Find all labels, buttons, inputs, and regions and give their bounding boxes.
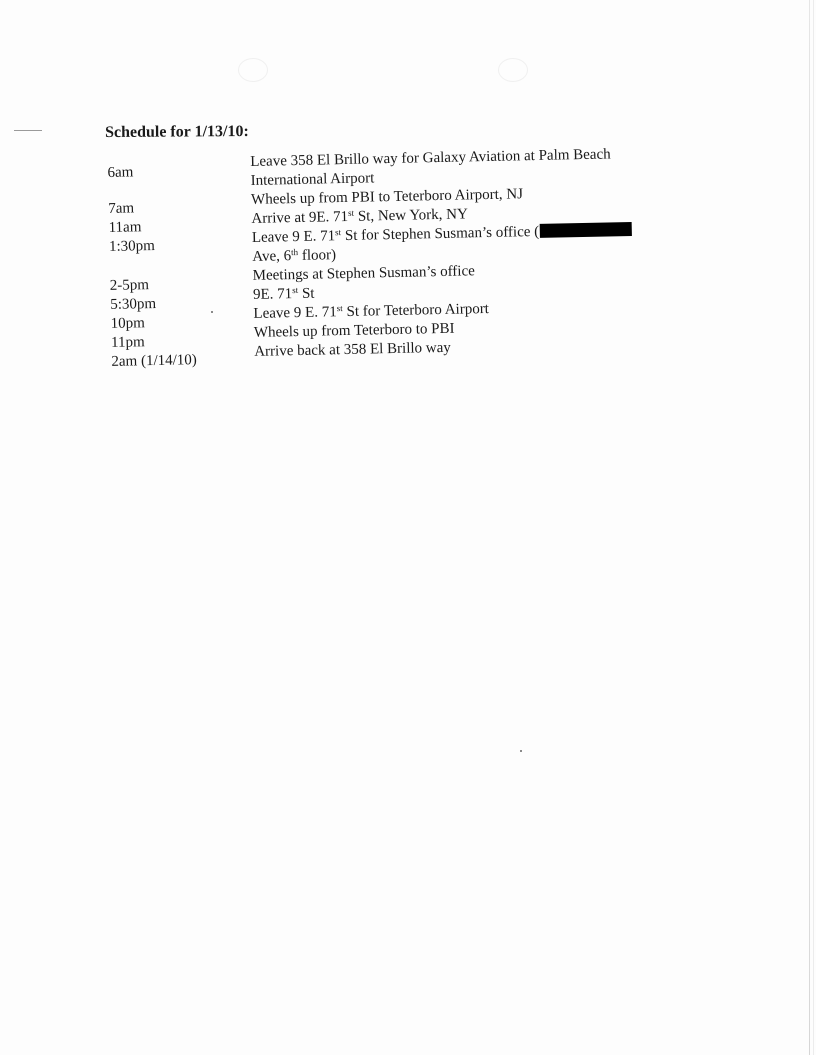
scan-speck (520, 750, 522, 752)
scan-edge-line (809, 0, 810, 1055)
desc-text: Leave 9 E. 71 (253, 304, 337, 322)
entry-description: Wheels up from Teterboro to PBI (253, 320, 455, 341)
desc-text: St for Teterboro Airport (342, 300, 490, 321)
entry-description (253, 285, 315, 305)
ordinal-suffix: st (334, 227, 342, 238)
desc-text: St (298, 285, 315, 302)
scan-ghost-mark (238, 58, 268, 82)
desc-text: Leave 9 E. 71 (251, 228, 336, 246)
ordinal-suffix: st (347, 207, 355, 218)
ordinal-suffix: st (292, 284, 299, 296)
entry-description-continued: International Airport (250, 170, 375, 189)
entry-description: Arrive back at 358 El Brillo way (254, 339, 452, 360)
desc-text: Arrive at 9E. 71 (251, 208, 349, 227)
entry-description: Wheels up from PBI to Teterboro Airport, NJ (250, 186, 524, 208)
scan-ghost-mark (498, 58, 528, 82)
desc-text: 9E. 71 (252, 286, 293, 303)
schedule-table (105, 138, 690, 380)
desc-text: St, New York, NY (353, 206, 469, 225)
entry-time: 7am (108, 200, 135, 217)
entry-time: 10pm (110, 315, 145, 332)
desc-text: St for Stephen Susman’s office ( (341, 223, 540, 245)
entry-time: 1:30pm (108, 237, 156, 255)
entry-time: 2-5pm (109, 277, 150, 294)
desc-text: Ave, 6 (252, 248, 292, 265)
redaction-block (540, 222, 632, 238)
entry-time: 5:30pm (110, 295, 157, 313)
scan-margin-mark (14, 130, 42, 131)
entry-time: 11am (108, 219, 142, 236)
scan-edge-line-outer (813, 0, 814, 1055)
entry-description-continued (252, 246, 336, 267)
entry-description: Meetings at Stephen Susman’s office (252, 263, 475, 284)
schedule-title: Schedule for 1/13/10: (105, 122, 249, 141)
entry-time: 11pm (110, 334, 145, 351)
entry-time: 2am (1/14/10) (111, 352, 197, 370)
ordinal-suffix: st (336, 303, 343, 314)
desc-text: floor) (298, 247, 337, 264)
entry-description: Leave 358 El Brillo way for Galaxy Aviation at Palm Beach (250, 146, 611, 170)
ordinal-suffix: th (290, 246, 299, 258)
entry-time: 6am (107, 164, 134, 181)
